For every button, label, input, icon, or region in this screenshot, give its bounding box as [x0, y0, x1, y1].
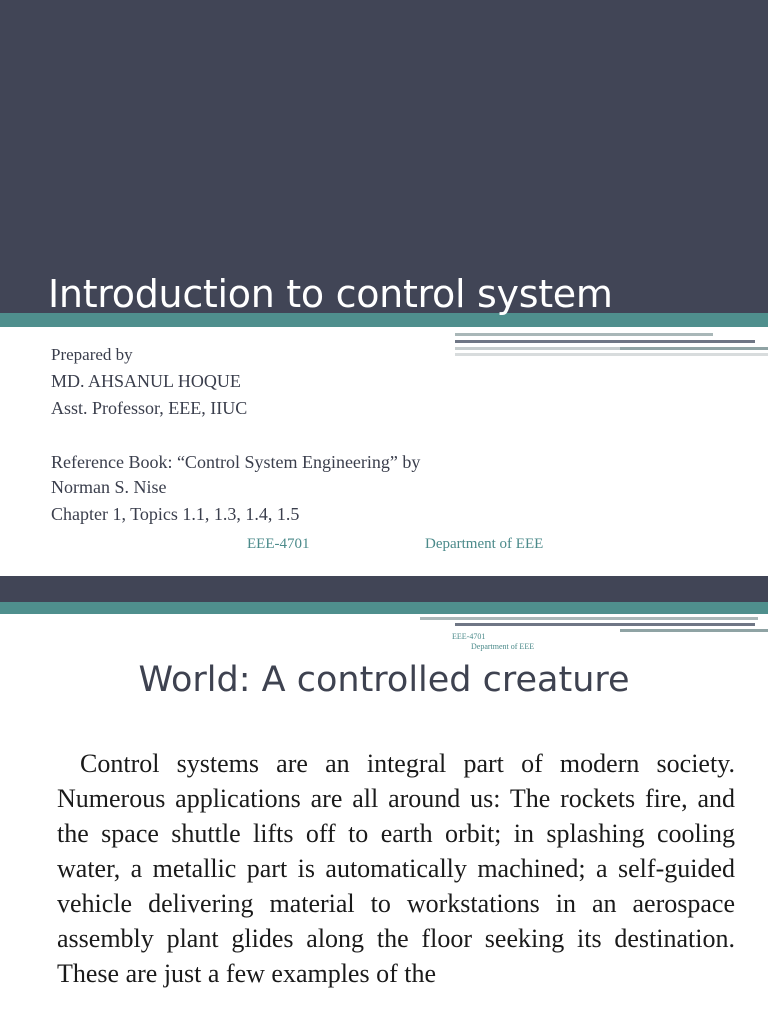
slide-accent-band	[0, 602, 768, 614]
footer-course-code: EEE-4701	[247, 536, 310, 552]
slide-header-band	[0, 576, 768, 602]
author-name: MD. AHSANUL HOQUE	[51, 371, 241, 391]
slide-title: Introduction to control system	[48, 272, 613, 316]
header-course-code: EEE-4701	[452, 632, 486, 641]
header-department: Department of EEE	[471, 642, 535, 651]
content-slide	[0, 576, 768, 1024]
prepared-by-label: Prepared by	[51, 345, 133, 364]
body-paragraph: Control systems are an integral part of modern society. Numerous applications are all around us: The rockets fire, and the space shuttle lifts off to earth orbit; in splashing cooling water, a metallic part is automatically machined; a self-guided vehicle delivering material to workstations in an aerospace assembly plant glides along the floor seeking its destination. These are just a few examples of the	[57, 749, 735, 988]
slide-title: World: A controlled creature	[138, 660, 630, 700]
chapter-topics: Chapter 1, Topics 1.1, 1.3, 1.4, 1.5	[51, 504, 300, 524]
footer-department: Department of EEE	[425, 536, 544, 552]
reference-author: Norman S. Nise	[51, 477, 167, 497]
reference-book: Reference Book: “Control System Engineering” by	[51, 452, 421, 472]
author-position: Asst. Professor, EEE, IIUC	[51, 398, 248, 418]
slide-header-band	[0, 0, 768, 313]
